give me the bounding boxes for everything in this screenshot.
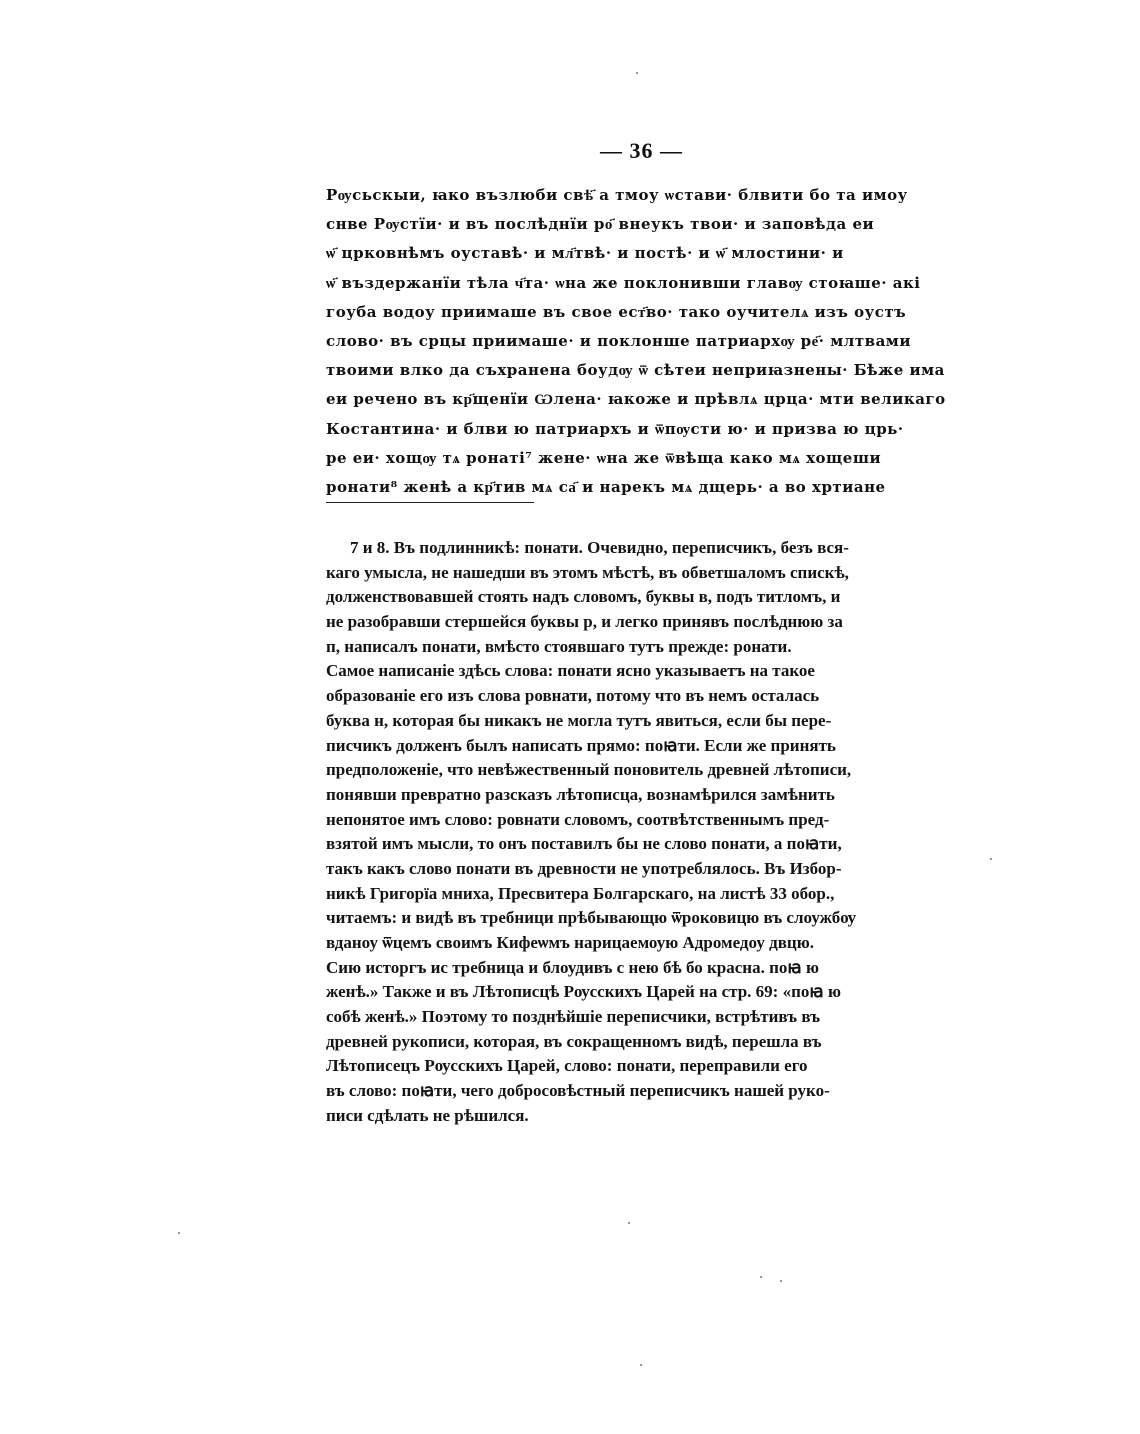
footnote: [326, 536, 986, 1129]
footnote-separator: [326, 502, 534, 503]
footnote-line: никѣ Григорїа мниха, Пресвитера Болгарскаго, на листѣ 33 обор.,: [326, 883, 835, 903]
footnote-line: непонятое имъ слово: ровнати словомъ, соотвѣтственнымъ пред-: [326, 809, 830, 829]
scan-speck: [760, 1276, 762, 1278]
text-line: ѡ҃ црковнѣмъ оуставѣ· и мл҃твѣ· и постѣ· и ѡ҃ млостини· и: [326, 244, 844, 263]
scan-speck: [640, 1364, 642, 1366]
text-line: гоуба водоу приимаше въ свое ест҃во· тако оучителѧ изъ оустъ: [326, 302, 907, 321]
footnote-line: вданоу ѿцемъ своимъ Кифеѡмъ нарицаемоую Адромедоу двцю.: [326, 933, 814, 952]
footnote-line: такъ какъ слово понати въ древности не употреблялось. Въ Избор-: [326, 858, 842, 878]
text-line: твоими влко да съхранена боудѹ ѿ сѣтеи неприꙗзнены· Бѣже има: [326, 361, 945, 380]
footnote-line: Самое написаніе здѣсь слова: понати ясно указываетъ на такое: [326, 661, 815, 681]
scan-speck: [178, 1232, 180, 1234]
scan-speck: [780, 1280, 782, 1282]
footnote-line: 7 и 8. Въ подлинникѣ: понати. Очевидно, переписчикъ, безъ вся-: [350, 538, 849, 557]
footnote-line: писчикъ долженъ былъ написать прямо: поꙗти. Если же принять: [326, 735, 836, 755]
footnote-line: читаемъ: и видѣ въ требници прѣбывающю ѿроковицю въ слоужбѹ: [326, 908, 856, 928]
footnote-line: Сию исторгъ ис требница и блоудивъ с нею бѣ бо красна. поꙗ ю: [326, 957, 819, 977]
footnote-line: древней рукописи, которая, въ сокращенномъ видѣ, перешла въ: [326, 1031, 822, 1051]
text-line: Костантина· и блви ю патриархъ и ѿпѹсти ю· и призва ю црь·: [326, 419, 904, 438]
page-number: — 36 —: [600, 138, 683, 163]
footnote-line: не разобравши стершейся буквы р, и легко принявъ послѣднюю за: [326, 612, 843, 632]
footnote-line: образованіе его изъ слова ровнати, потому что въ немъ осталась: [326, 686, 820, 706]
footnote-line: Лѣтописецъ Рѹсскихъ Царей, слово: понати, переправили его: [326, 1056, 808, 1076]
footnote-line: долженствовавшей стоять надъ словомъ, буквы в, подъ титломъ, и: [326, 587, 841, 607]
text-line: снве Рѹстїи· и въ послѣднїи ро҃ внеукъ твои· и заповѣда еи: [326, 215, 875, 234]
text-line: слово· въ срцы приимаше· и поклонше патриархѹ ре҃· млтвами: [326, 331, 911, 350]
footnote-line: въ слово: поꙗти, чего добросовѣстный переписчикъ нашей руко-: [326, 1081, 830, 1101]
footnote-line: понявши превратно разсказъ лѣтописца, вознамѣрился замѣнить: [326, 784, 835, 804]
church-slavonic-text: [326, 181, 986, 502]
footnote-line: каго умысла, не нашедши въ этомъ мѣстѣ, въ обветшаломъ спискѣ,: [326, 562, 849, 582]
footnote-line: предположеніе, что невѣжественный поновитель древней лѣтописи,: [326, 760, 852, 780]
scan-speck: [990, 858, 992, 860]
text-line: ре еи· хощѹ тѧ ронаті⁷ жене· ѡна же ѿвѣща како мѧ хощеши: [326, 448, 882, 467]
footnote-line: буква н, которая бы никакъ не могла тутъ явиться, если бы пере-: [326, 710, 832, 730]
footnote-line: женѣ.» Также и въ Лѣтописцѣ Рѹсскихъ Царей на стр. 69: «поꙗ ю: [326, 982, 841, 1002]
footnote-line: писи сдѣлать не рѣшился.: [326, 1105, 529, 1125]
footnote-line: п, написалъ понати, вмѣсто стоявшаго тутъ прежде: ронати.: [326, 636, 792, 656]
text-line: еи речено въ кр҃щенїи Ѡлена· ꙗкоже и прѣвлѧ црца· мти великаго: [326, 390, 946, 409]
footnote-line: взятой имъ мысли, то онъ поставилъ бы не слово понати, а поꙗти,: [326, 834, 842, 854]
text-line: ѡ҃ въздержанїи тѣла ч҃та· ѡна же поклонивши главѹ стоꙗше· акі: [326, 273, 921, 292]
scan-speck: [636, 72, 638, 74]
scan-speck: [628, 1222, 630, 1224]
text-line: ронати⁸ женѣ а кр҃тив мѧ са҃ и нарекъ мѧ дщерь· а во хртиане: [326, 477, 886, 496]
footnote-line: собѣ женѣ.» Поэтому то позднѣйшіе переписчики, встрѣтивъ въ: [326, 1007, 820, 1027]
text-line: Рѹсьскыи, ꙗко възлюби свѣ҃ а тмоу ѡстави· блвити бо та имоу: [326, 186, 908, 204]
